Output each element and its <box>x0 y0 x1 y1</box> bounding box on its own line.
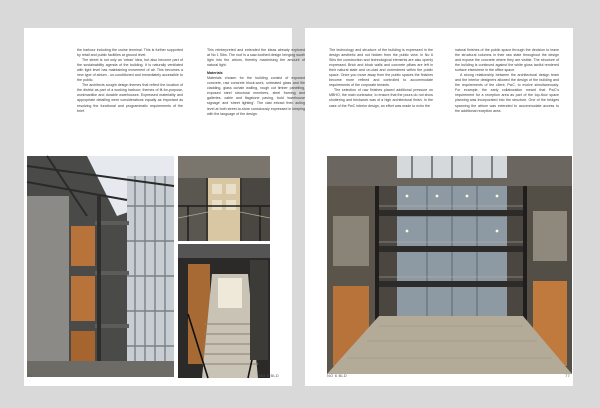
materials-subheading: Materials <box>207 71 223 76</box>
running-head: NO 6 BLD <box>259 373 279 378</box>
paragraph: The street is not only an 'urban' idea, but also become part of the sustainability agenda of the building. It is naturally ventilated with light level has maintaining movement of air. This becomes a new type of atrium - un-conditioned and immediately accessible to the public. <box>77 58 183 83</box>
left-page <box>24 28 305 386</box>
left-column-1 <box>77 48 183 114</box>
running-head: NO 6 BLD <box>327 373 347 378</box>
page-number: 76 <box>27 373 32 378</box>
paragraph: A strong relationship between the architectural design team and the interior designers allowed the design of the building and the requirements of the client, PwC, to evolve simultaneously. For example, the early collaboration meant that PwC's requirement for a reception area as part of the top-floor space planning was incorporated into the structure. One of the bridges spanning the atrium was extended to accommodate access to the additional reception area. <box>455 73 559 113</box>
atrium-photo <box>27 156 174 377</box>
paragraph: The technology and structure of the building is expressed in the design aesthetic and not hidden from the public view. In No 6 Sibs the construction and technological elements are also openly expressed. Brick and block walls and concrete pillars are left in their natural state and un-clad and unrendered within the public space. Once you move away from the public spaces the finishes become more refined and controlled to accommodate requirements of the corporate tenants. <box>329 48 433 88</box>
paragraph: The selection of raw finishes placed additional pressure on MBHO, the main contractor, to ensure that the pours do not show shuttering and brickwork was of a high architectural finish. In the case of the PwC interior design, an effort was made to echo the <box>329 88 433 108</box>
page-number: 77 <box>565 373 570 378</box>
left-column-2 <box>207 48 305 117</box>
staircase-photo <box>178 156 270 241</box>
right-page <box>305 28 573 386</box>
atrium-hall-photo <box>327 156 572 374</box>
right-column-1 <box>329 48 433 109</box>
paragraph: the harbour including the cruise terminal. This is further supported by retail and public facilities at ground level. <box>77 48 183 58</box>
paragraph: This reinterpreted and extended the ideas already explored at No 1 Sibs. The roof is a saw-toothed design bringing south light into the atrium, thereby maximising the amount of natural light. <box>207 48 305 68</box>
corridor-photo <box>178 244 270 378</box>
right-column-2 <box>455 48 559 114</box>
paragraph: Materials chosen for the building consist of exposed concrete, raw concrete block-work, untreated glass and tile cladding, glass curtain walling, rough cut timber panelling, exposed steel structural members, steel framing and galleries, cable and flagstone paving, bold 'warehouse signage' and 'street lighting'. The vast extract then acting level at both street-to-store consciously expressed in keeping with the language of the design. <box>207 76 305 116</box>
paragraph: The architects sought design themes that reflect the location of the district as part of a working harbour; themes of fit-for-purpose, workmanlike and durable warehouses. Expressed materiality and appropriate detailing were considerations equally as important as resolving the functional and programmatic requirements of the brief. <box>77 83 183 113</box>
paragraph: natural finishes of the public space through the decision to leave the structural columns in their raw state throughout the design and expose the concrete where they are visible. The structure of the building is continued against the white gloss tactful rendered surface elsewhere in the office space. <box>455 48 559 73</box>
